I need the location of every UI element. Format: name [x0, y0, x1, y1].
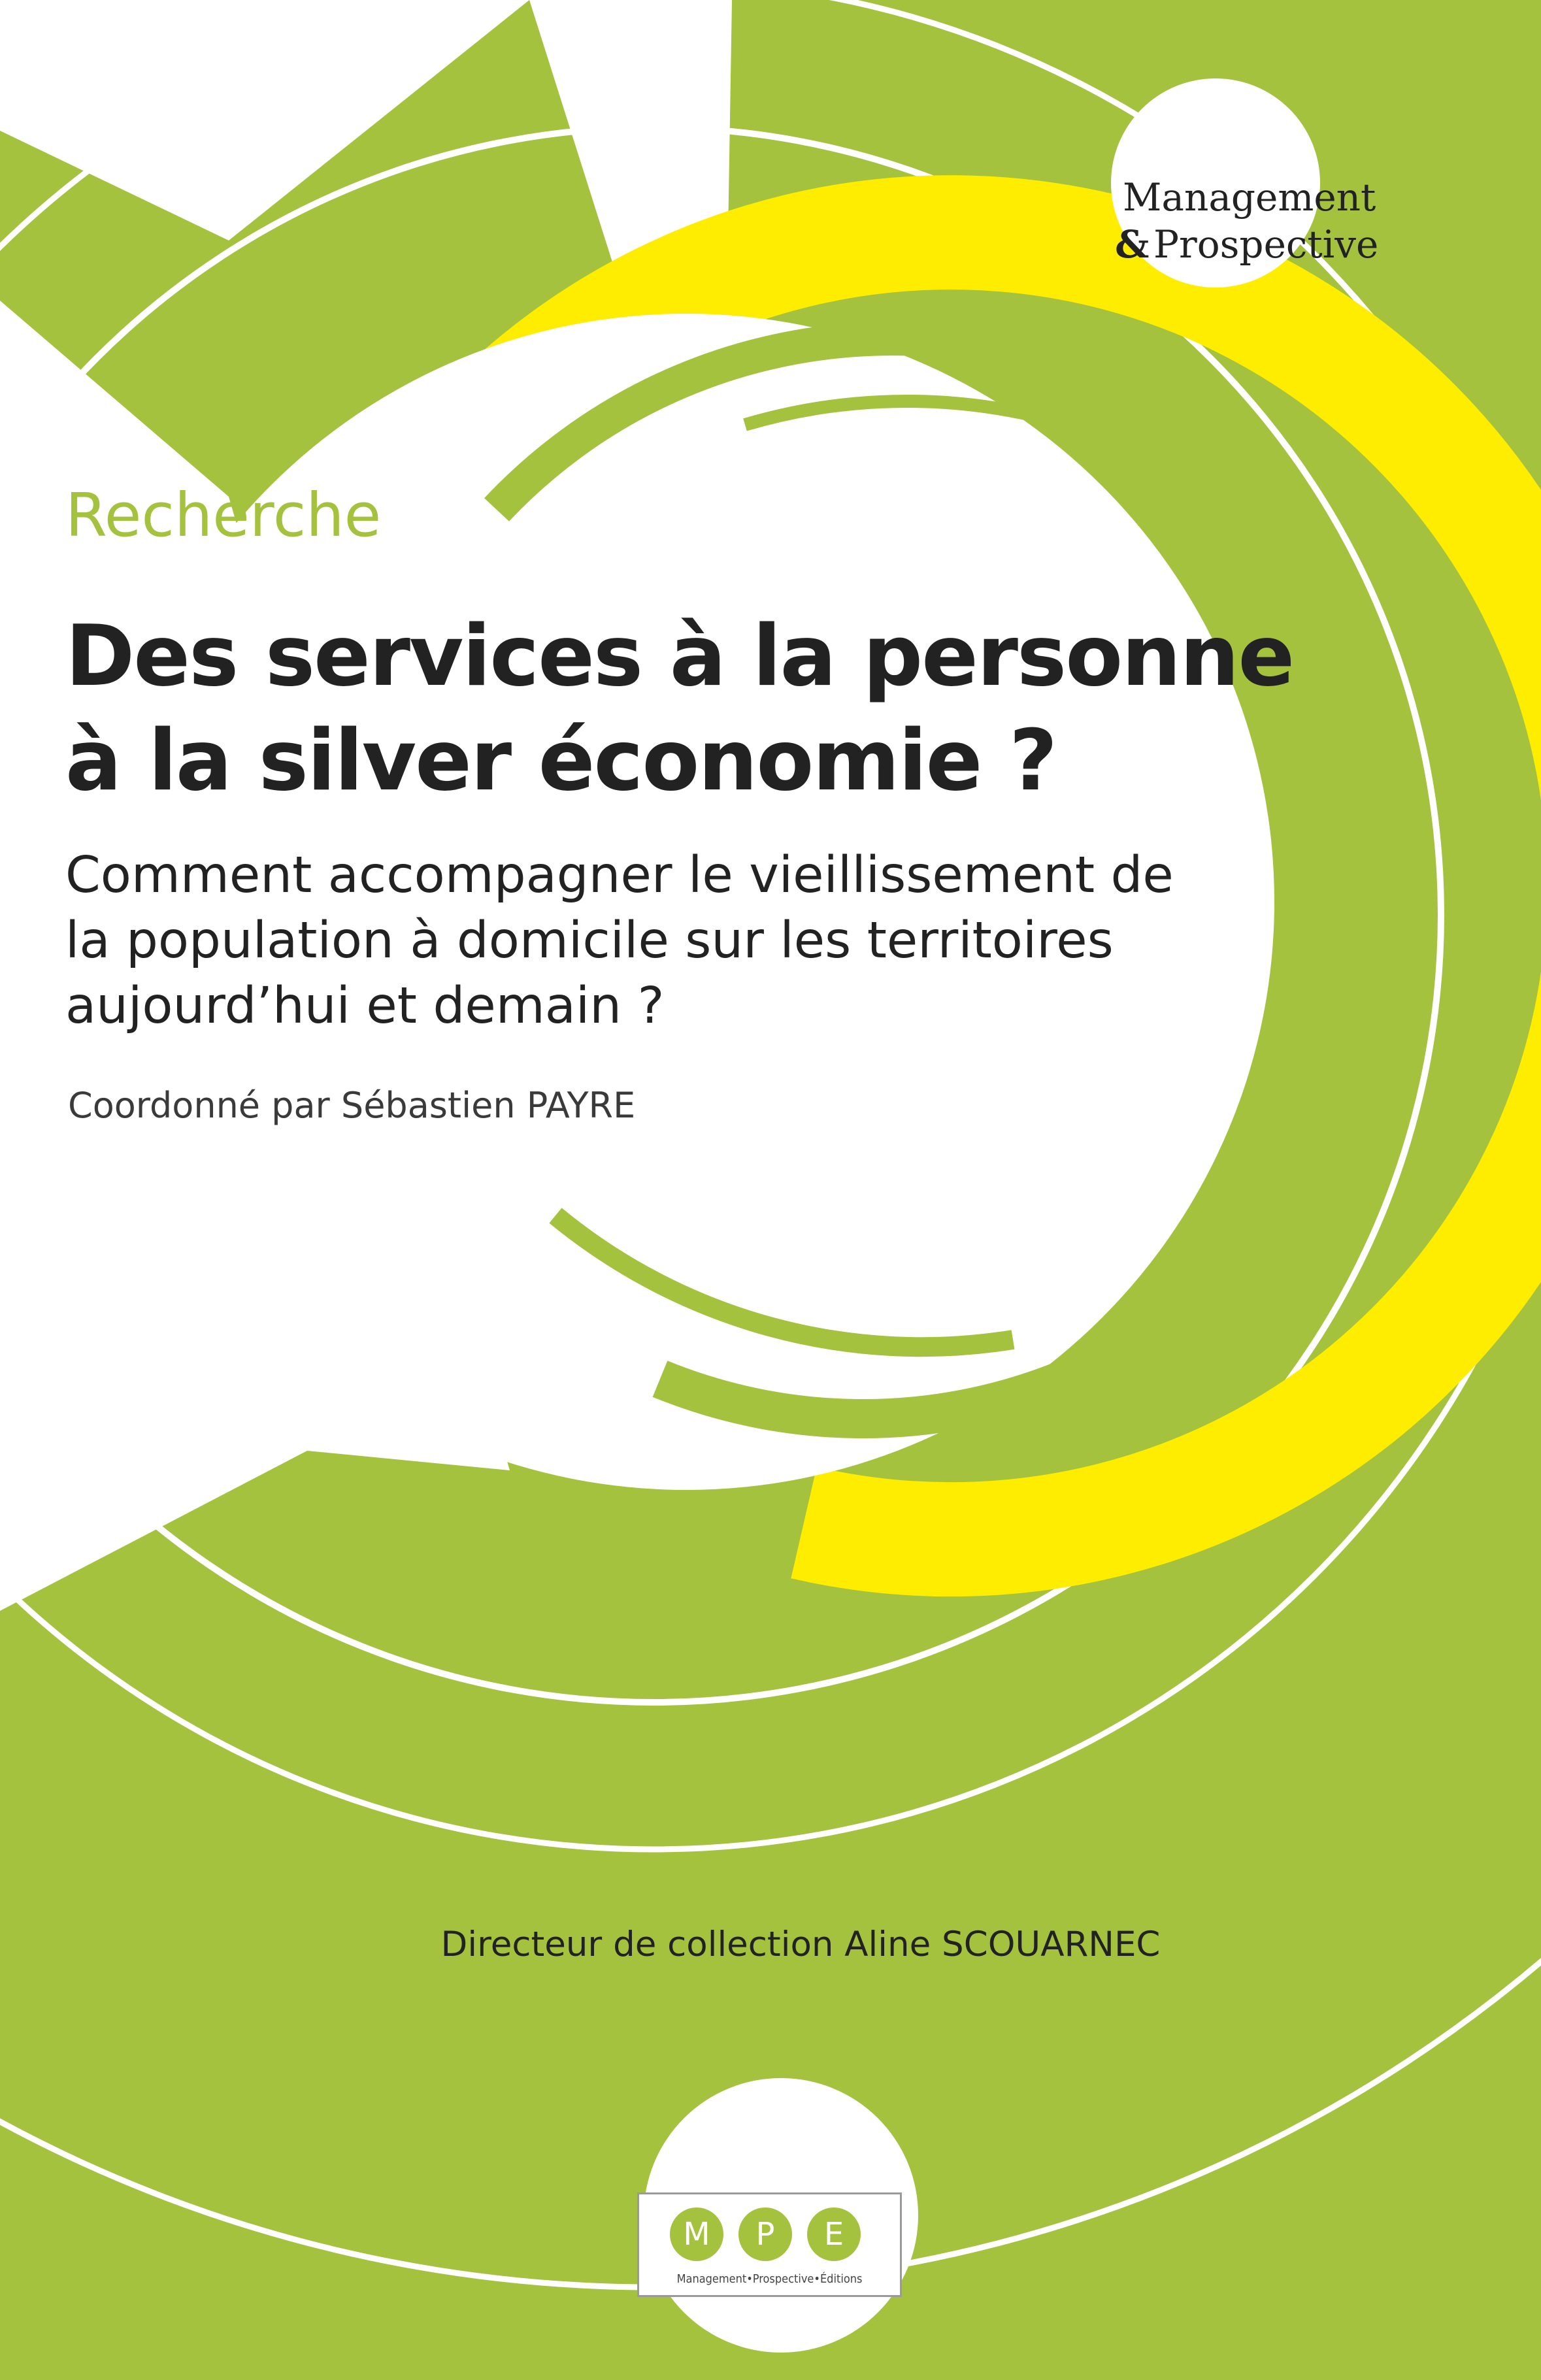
- publisher-logo-p: P: [738, 2207, 792, 2261]
- publisher-logo-caption: Management•Prospective•Éditions: [676, 2272, 863, 2286]
- publisher-logo-m: M: [670, 2207, 723, 2261]
- badge-line-management: Management: [1123, 175, 1376, 220]
- badge-ampersand: &: [1115, 222, 1150, 267]
- subtitle-line-3: aujourd’hui et demain ?: [65, 977, 665, 1035]
- subtitle-line-2: la population à domicile sur les territoires: [65, 912, 1114, 970]
- series-label: Recherche: [65, 480, 382, 550]
- book-title-line-1: Des services à la personne: [65, 608, 1294, 705]
- coordinator-credit: Coordonné par Sébastien PAYRE: [68, 1085, 636, 1126]
- book-title-line-2: à la silver économie ?: [65, 712, 1057, 810]
- badge-line-prospective: Prospective: [1153, 222, 1379, 267]
- collection-director-credit: Directeur de collection Aline SCOUARNEC: [440, 1925, 1161, 1964]
- subtitle-line-1: Comment accompagner le vieillissement de: [65, 846, 1174, 904]
- publisher-logo-e: E: [807, 2207, 861, 2261]
